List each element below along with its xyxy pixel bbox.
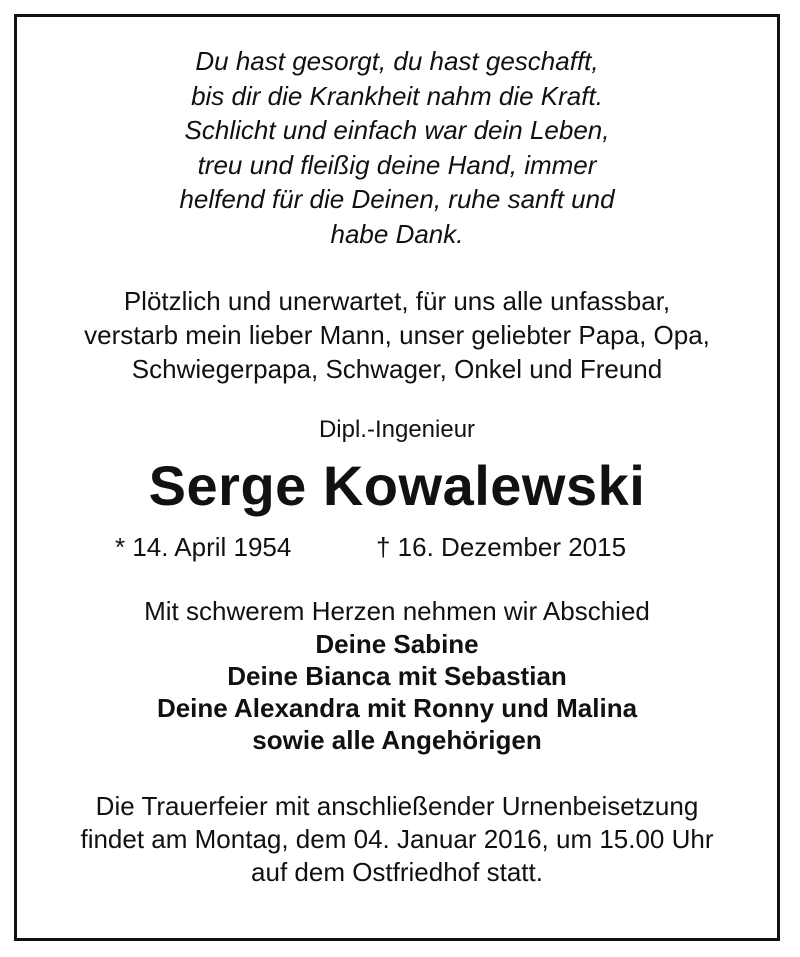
funeral-line: Die Trauerfeier mit anschließender Urnenbeisetzung [95, 791, 699, 821]
poem-line: bis dir die Krankheit nahm die Kraft. [191, 80, 603, 111]
poem-line: habe Dank. [330, 218, 464, 249]
poem-line: treu und fleißig deine Hand, immer [197, 149, 597, 180]
poem-line: helfend für die Deinen, ruhe sanft und [179, 184, 615, 214]
mourner-name: Deine Alexandra mit Ronny und Malina [156, 693, 638, 723]
mourner-name: Deine Sabine [315, 629, 479, 659]
announcement-line: Plötzlich und unerwartet, für uns alle unfassbar, [123, 286, 671, 316]
funeral-line: findet am Montag, dem 04. Januar 2016, um 15.00 Uhr [80, 824, 714, 854]
death-announcement [14, 284, 780, 386]
mourner-name: sowie alle Angehörigen [252, 725, 542, 755]
funeral-details [14, 790, 780, 889]
birth-date: * 14. April 1954 [115, 532, 292, 562]
funeral-line: auf dem Ostfriedhof statt. [251, 857, 543, 887]
mourners-list [14, 628, 780, 756]
obituary-notice [14, 14, 780, 889]
poem-line: Schlicht und einfach war dein Leben, [184, 115, 610, 145]
deceased-name: Serge Kowalewski [148, 454, 646, 517]
poem-line: Du hast gesorgt, du hast geschafft, [195, 46, 599, 76]
mourners-intro-text: Mit schwerem Herzen nehmen wir Abschied [144, 596, 650, 626]
memorial-poem [14, 44, 780, 251]
announcement-line: verstarb mein lieber Mann, unser geliebter Papa, Opa, [84, 320, 710, 350]
mourner-name: Deine Bianca mit Sebastian [227, 661, 567, 691]
announcement-line: Schwiegerpapa, Schwager, Onkel und Freund [131, 354, 663, 384]
death-date: † 16. Dezember 2015 [376, 532, 627, 562]
academic-title: Dipl.-Ingenieur [318, 416, 476, 443]
mourners-intro [14, 594, 780, 628]
life-dates [14, 529, 780, 565]
